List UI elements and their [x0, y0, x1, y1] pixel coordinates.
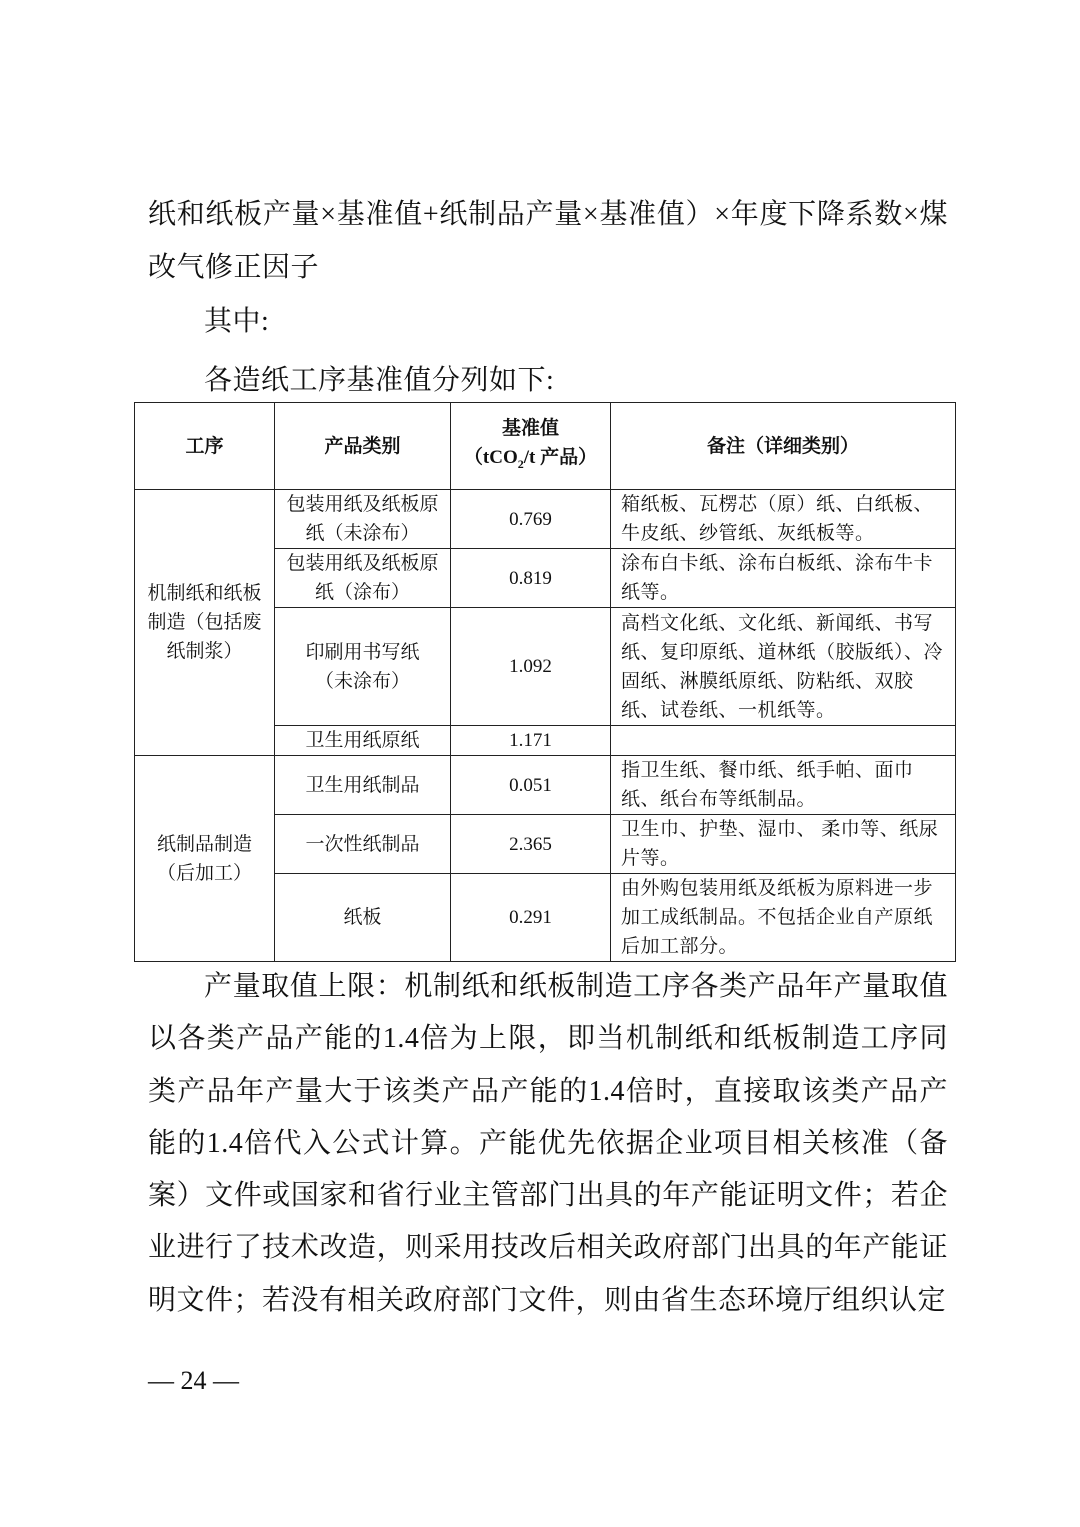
value-cell: 1.092 [451, 608, 611, 726]
page-number: — 24 — [148, 1366, 239, 1395]
note-cell: 箱纸板、瓦楞芯（原）纸、白纸板、牛皮纸、纱管纸、灰纸板等。 [611, 490, 956, 549]
category-cell: 卫生用纸制品 [275, 756, 451, 815]
header-note: 备注（详细类别） [611, 403, 956, 490]
note-cell [611, 726, 956, 756]
header-category: 产品类别 [275, 403, 451, 490]
header-process: 工序 [135, 403, 275, 490]
table-row [135, 490, 956, 549]
category-cell: 印刷用书写纸（未涂布） [275, 608, 451, 726]
baseline-table [134, 402, 956, 962]
category-cell: 纸板 [275, 874, 451, 962]
capacity-cap-paragraph: 产量取值上限：机制纸和纸板制造工序各类产品年产量取值以各类产品产能的1.4倍为上限，即当机制纸和纸板制造工序同类产品年产量大于该类产品产能的1.4倍时，直接取该类产品产能的1.4倍代入公式计算。产能优先依据企业项目相关核准（备案）文件或国家和省行业主管部门出具的年产能证明文件；若企业进行了技术改造，则采用技改后相关政府部门出具的年产能证明文件；若没有相关政府部门文件，则由省生态环境厅组织认定 [148, 971, 948, 1316]
category-cell: 一次性纸制品 [275, 815, 451, 874]
value-cell: 0.291 [451, 874, 611, 962]
formula-paragraph: 纸和纸板产量×基准值+纸制品产量×基准值）×年度下降系数×煤改气修正因子 [148, 199, 948, 283]
note-cell: 涂布白卡纸、涂布白板纸、涂布牛卡纸等。 [611, 549, 956, 608]
value-cell: 0.819 [451, 549, 611, 608]
note-cell: 卫生巾、护垫、湿巾、 柔巾等、纸尿片等。 [611, 815, 956, 874]
table-intro: 各造纸工序基准值分列如下: [204, 365, 555, 396]
category-cell: 包装用纸及纸板原纸（未涂布） [275, 490, 451, 549]
category-cell: 卫生用纸原纸 [275, 726, 451, 756]
note-cell: 指卫生纸、餐巾纸、纸手帕、面巾纸、纸台布等纸制品。 [611, 756, 956, 815]
category-cell: 包装用纸及纸板原纸（涂布） [275, 549, 451, 608]
table-row [135, 756, 956, 815]
note-cell: 高档文化纸、文化纸、新闻纸、书写纸、复印原纸、道林纸（胶版纸）、冷固纸、淋膜纸原纸、防粘纸、双胶纸、试卷纸、一机纸等。 [611, 608, 956, 726]
value-cell: 2.365 [451, 815, 611, 874]
note-cell: 由外购包装用纸及纸板为原料进一步加工成纸制品。不包括企业自产原纸后加工部分。 [611, 874, 956, 962]
where-label: 其中: [204, 306, 270, 337]
value-cell: 0.051 [451, 756, 611, 815]
table-header-row [135, 403, 956, 490]
value-cell: 1.171 [451, 726, 611, 756]
process-cell: 纸制品制造（后加工） [135, 756, 275, 962]
value-cell: 0.769 [451, 490, 611, 549]
process-cell: 机制纸和纸板制造（包括废纸制浆） [135, 490, 275, 756]
header-baseline: 基准值 （tCO$_2$/t 产品） [451, 403, 611, 490]
